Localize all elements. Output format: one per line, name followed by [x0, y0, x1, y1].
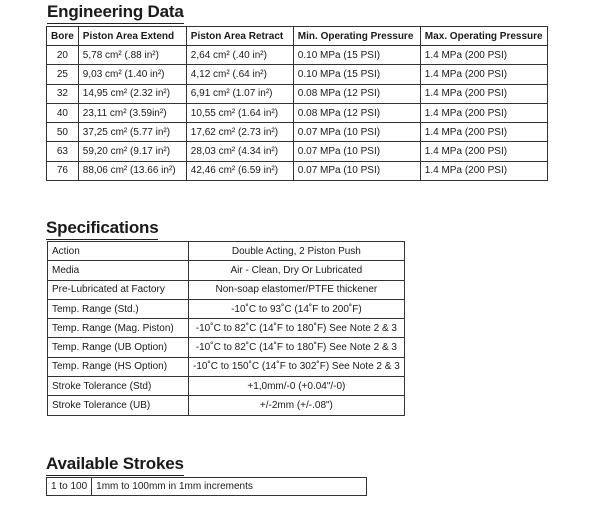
- spec-label: Stroke Tolerance (Std): [48, 377, 189, 396]
- spec-value: Double Acting, 2 Piston Push: [189, 242, 405, 261]
- table-row: [47, 65, 548, 84]
- table-row: [47, 103, 548, 122]
- spec-row: [48, 338, 405, 357]
- max-pressure-cell: 1.4 MPa (200 PSI): [420, 142, 547, 161]
- spec-label: Stroke Tolerance (UB): [48, 396, 189, 415]
- bore-cell: 40: [47, 103, 79, 122]
- retract-cell: 17,62 cm² (2.73 in²): [186, 123, 293, 142]
- extend-cell: 9,03 cm² (1.40 in²): [78, 65, 186, 84]
- bore-cell: 50: [47, 123, 79, 142]
- spec-label: Temp. Range (Std.): [48, 299, 189, 318]
- spec-value: -10˚C to 82˚C (14˚F to 180˚F) See Note 2 & 3: [189, 338, 405, 357]
- spec-value: Air - Clean, Dry Or Lubricated: [189, 261, 405, 280]
- min-pressure-cell: 0.07 MPa (10 PSI): [293, 142, 420, 161]
- retract-cell: 28,03 cm² (4.34 in²): [186, 142, 293, 161]
- engineering-data-heading: Engineering Data: [47, 2, 184, 24]
- retract-cell: 2,64 cm² (.40 in²): [186, 46, 293, 65]
- min-pressure-cell: 0.10 MPa (15 PSI): [293, 46, 420, 65]
- table-row: [47, 161, 548, 180]
- min-pressure-cell: 0.07 MPa (10 PSI): [293, 123, 420, 142]
- spec-label: Media: [48, 261, 189, 280]
- extend-cell: 37,25 cm² (5.77 in²): [78, 123, 186, 142]
- max-pressure-cell: 1.4 MPa (200 PSI): [420, 84, 547, 103]
- bore-cell: 20: [47, 46, 79, 65]
- available-strokes-heading: Available Strokes: [46, 454, 184, 476]
- table-header-row: [47, 27, 548, 46]
- header-bore: Bore: [47, 27, 79, 46]
- max-pressure-cell: 1.4 MPa (200 PSI): [420, 46, 547, 65]
- available-strokes-table: [46, 477, 367, 496]
- header-max-pressure: Max. Operating Pressure: [420, 27, 547, 46]
- spec-row: [48, 242, 405, 261]
- extend-cell: 88,06 cm² (13.66 in²): [78, 161, 186, 180]
- spec-value: -10˚C to 82˚C (14˚F to 180˚F) See Note 2 & 3: [189, 319, 405, 338]
- max-pressure-cell: 1.4 MPa (200 PSI): [420, 123, 547, 142]
- table-row: [47, 142, 548, 161]
- spec-row: [48, 299, 405, 318]
- spec-label: Temp. Range (Mag. Piston): [48, 319, 189, 338]
- retract-cell: 4,12 cm² (.64 in²): [186, 65, 293, 84]
- spec-row: [48, 280, 405, 299]
- bore-cell: 63: [47, 142, 79, 161]
- specifications-table: [47, 241, 405, 416]
- spec-label: Temp. Range (HS Option): [48, 357, 189, 376]
- max-pressure-cell: 1.4 MPa (200 PSI): [420, 161, 547, 180]
- extend-cell: 23,11 cm² (3.59in²): [78, 103, 186, 122]
- bore-cell: 76: [47, 161, 79, 180]
- specifications-heading: Specifications: [46, 218, 158, 240]
- table-row: [47, 123, 548, 142]
- max-pressure-cell: 1.4 MPa (200 PSI): [420, 103, 547, 122]
- spec-value: -10˚C to 150˚C (14˚F to 302˚F) See Note 2 & 3: [189, 357, 405, 376]
- max-pressure-cell: 1.4 MPa (200 PSI): [420, 65, 547, 84]
- spec-row: [48, 261, 405, 280]
- spec-value: +/-2mm (+/-.08"): [189, 396, 405, 415]
- spec-value: -10˚C to 93˚C (14˚F to 200˚F): [189, 299, 405, 318]
- extend-cell: 14,95 cm² (2.32 in²): [78, 84, 186, 103]
- min-pressure-cell: 0.08 MPa (12 PSI): [293, 103, 420, 122]
- strokes-row: [47, 478, 367, 496]
- header-min-pressure: Min. Operating Pressure: [293, 27, 420, 46]
- min-pressure-cell: 0.07 MPa (10 PSI): [293, 161, 420, 180]
- bore-cell: 25: [47, 65, 79, 84]
- extend-cell: 59,20 cm² (9.17 in²): [78, 142, 186, 161]
- spec-row: [48, 396, 405, 415]
- stroke-range-cell: 1 to 100: [47, 478, 92, 496]
- header-piston-area-retract: Piston Area Retract: [186, 27, 293, 46]
- table-row: [47, 46, 548, 65]
- engineering-data-table: [46, 26, 548, 181]
- retract-cell: 42,46 cm² (6.59 in²): [186, 161, 293, 180]
- header-piston-area-extend: Piston Area Extend: [78, 27, 186, 46]
- retract-cell: 10,55 cm² (1.64 in²): [186, 103, 293, 122]
- spec-row: [48, 357, 405, 376]
- retract-cell: 6,91 cm² (1.07 in²): [186, 84, 293, 103]
- spec-value: Non-soap elastomer/PTFE thickener: [189, 280, 405, 299]
- min-pressure-cell: 0.10 MPa (15 PSI): [293, 65, 420, 84]
- spec-label: Pre-Lubricated at Factory: [48, 280, 189, 299]
- min-pressure-cell: 0.08 MPa (12 PSI): [293, 84, 420, 103]
- spec-row: [48, 377, 405, 396]
- stroke-description-cell: 1mm to 100mm in 1mm increments: [92, 478, 367, 496]
- spec-label: Temp. Range (UB Option): [48, 338, 189, 357]
- table-row: [47, 84, 548, 103]
- spec-label: Action: [48, 242, 189, 261]
- extend-cell: 5,78 cm² (.88 in²): [78, 46, 186, 65]
- spec-value: +1,0mm/-0 (+0.04"/-0): [189, 377, 405, 396]
- bore-cell: 32: [47, 84, 79, 103]
- spec-row: [48, 319, 405, 338]
